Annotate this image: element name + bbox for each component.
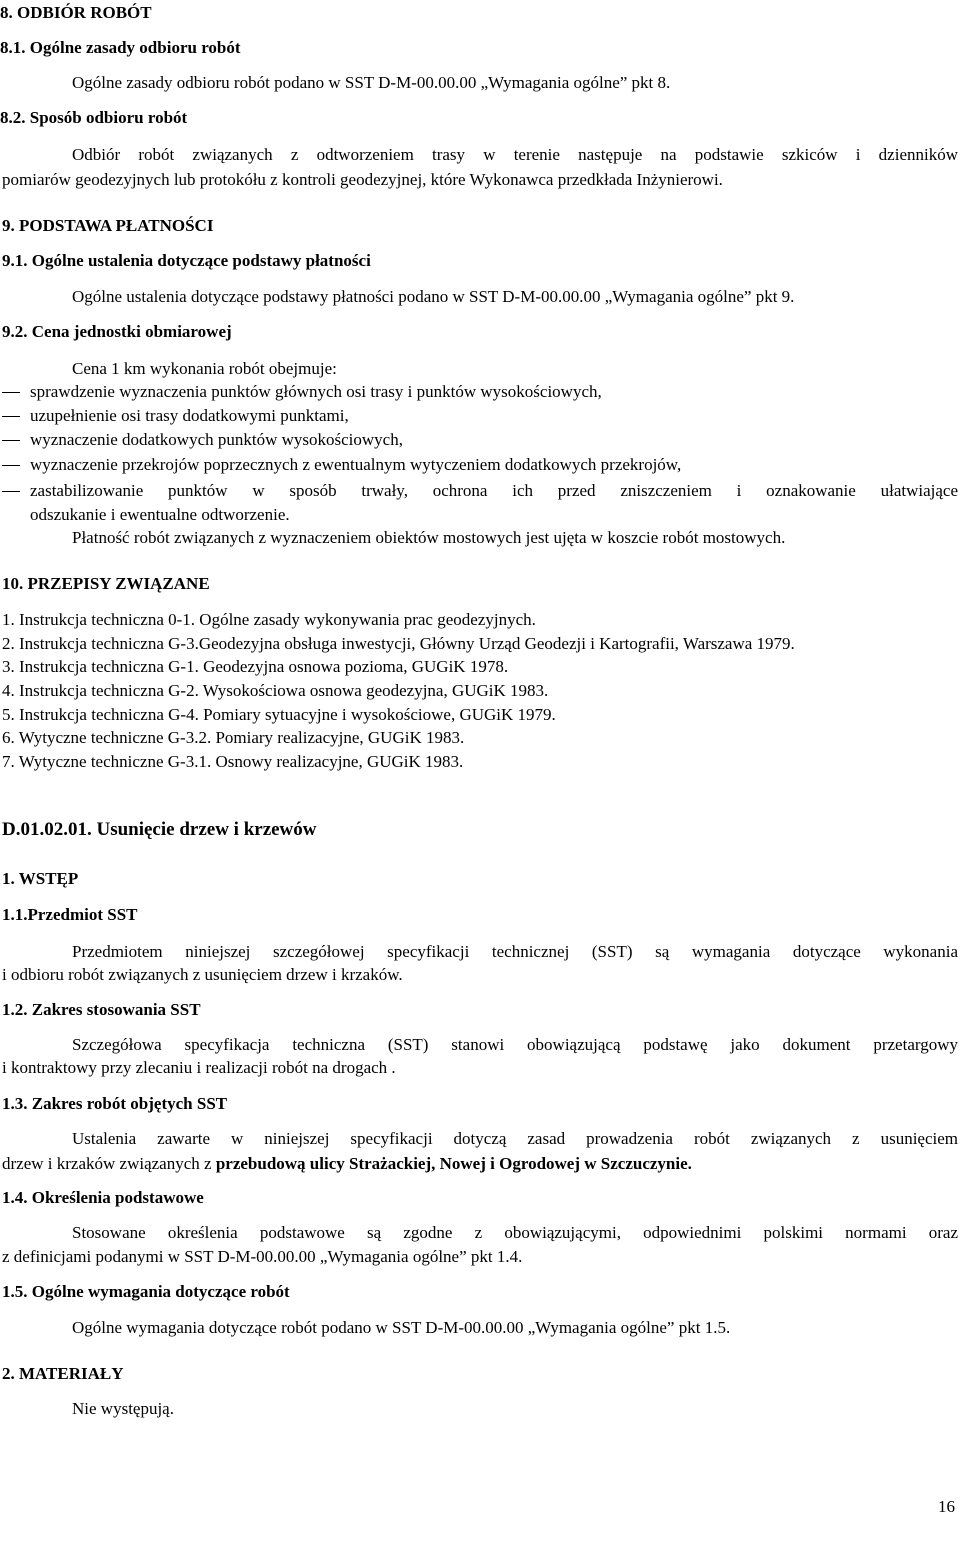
list-item-continuation: odszukanie i ewentualne odtworzenie. xyxy=(30,505,290,524)
section-1-1-line-2: i odbioru robót związanych z usunięciem drzew i krzaków. xyxy=(2,965,403,984)
page-number: 16 xyxy=(938,1497,955,1516)
reference-item: 3. Instrukcja techniczna G-1. Geodezyjna osnowa pozioma, GUGiK 1978. xyxy=(2,657,509,676)
document-title: D.01.02.01. Usunięcie drzew i krzewów xyxy=(2,819,317,840)
section-9-1-text: Ogólne ustalenia dotyczące podstawy płatności podano w SST D-M-00.00.00 „Wymagania ogólne” pkt 9. xyxy=(72,287,795,306)
section-1-2-heading: 1.2. Zakres stosowania SST xyxy=(2,1000,201,1019)
section-2-heading: 2. MATERIAŁY xyxy=(2,1364,124,1383)
reference-item: 7. Wytyczne techniczne G-3.1. Osnowy realizacyjne, GUGiK 1983. xyxy=(2,752,464,771)
list-item: wyznaczenie dodatkowych punktów wysokościowych, xyxy=(30,430,403,449)
section-1-2-line-2: i kontraktowy przy zlecaniu i realizacji robót na drogach . xyxy=(2,1058,396,1077)
payment-note: Płatność robót związanych z wyznaczeniem obiektów mostowych jest ujęta w koszcie robót mostowych. xyxy=(72,528,786,547)
reference-item: 5. Instrukcja techniczna G-4. Pomiary sytuacyjne i wysokościowe, GUGiK 1979. xyxy=(2,705,556,724)
section-9-1-heading: 9.1. Ogólne ustalenia dotyczące podstawy płatności xyxy=(2,251,371,270)
list-item: sprawdzenie wyznaczenia punktów głównych osi trasy i punktów wysokościowych, xyxy=(30,382,602,401)
section-9-2-heading: 9.2. Cena jednostki obmiarowej xyxy=(2,322,232,341)
section-1-5-text: Ogólne wymagania dotyczące robót podano w SST D-M-00.00.00 „Wymagania ogólne” pkt 1.5. xyxy=(72,1318,731,1337)
list-item: wyznaczenie przekrojów poprzecznych z ewentualnym wytyczeniem dodatkowych przekrojów, xyxy=(30,455,682,474)
section-9-2-intro: Cena 1 km wykonania robót obejmuje: xyxy=(72,359,337,378)
section-1-heading: 1. WSTĘP xyxy=(2,869,79,888)
list-dash xyxy=(2,392,20,393)
section-1-3-heading: 1.3. Zakres robót objętych SST xyxy=(2,1094,228,1113)
section-10-heading: 10. PRZEPISY ZWIĄZANE xyxy=(2,574,210,593)
list-dash xyxy=(2,491,20,492)
section-1-4-heading: 1.4. Określenia podstawowe xyxy=(2,1188,204,1207)
section-2-text: Nie występują. xyxy=(72,1399,174,1418)
section-1-1-line-1: Przedmiotem niniejszej szczegółowej specyfikacji technicznej (SST) są wymagania dotyczące wykonania xyxy=(72,942,958,961)
section-8-2-line-1: Odbiór robót związanych z odtworzeniem trasy w terenie następuje na podstawie szkiców i dzienników xyxy=(72,145,958,164)
section-1-4-line-2: z definicjami podanymi w SST D-M-00.00.00 „Wymagania ogólne” pkt 1.4. xyxy=(2,1247,523,1266)
project-name: przebudową ulicy Strażackiej, Nowej i Ogrodowej w Szczuczynie. xyxy=(215,1154,692,1173)
section-1-4-line-1: Stosowane określenia podstawowe są zgodne z obowiązującymi, odpowiednimi polskimi normami oraz xyxy=(72,1223,958,1242)
reference-item: 6. Wytyczne techniczne G-3.2. Pomiary realizacyjne, GUGiK 1983. xyxy=(2,728,465,747)
section-8-2-heading: 8.2. Sposób odbioru robót xyxy=(0,108,188,127)
section-8-2-line-2: pomiarów geodezyjnych lub protokółu z kontroli geodezyjnej, które Wykonawca przedkłada Inżynierowi. xyxy=(2,170,723,189)
section-1-5-heading: 1.5. Ogólne wymagania dotyczące robót xyxy=(2,1282,290,1301)
section-8-1-text: Ogólne zasady odbioru robót podano w SST D-M-00.00.00 „Wymagania ogólne” pkt 8. xyxy=(72,73,671,92)
section-8-heading: 8. ODBIÓR ROBÓT xyxy=(0,3,152,22)
section-1-3-line-1: Ustalenia zawarte w niniejszej specyfikacji dotyczą zasad prowadzenia robót związanych z usunięciem xyxy=(72,1129,958,1148)
section-1-3-line-2-text: drzew i krzaków związanych z xyxy=(2,1154,216,1173)
section-1-1-heading: 1.1.Przedmiot SST xyxy=(2,905,138,924)
section-9-heading: 9. PODSTAWA PŁATNOŚCI xyxy=(2,216,214,235)
section-1-3-line-2 xyxy=(2,1154,692,1174)
list-dash xyxy=(2,440,20,441)
list-item: zastabilizowanie punktów w sposób trwały, ochrona ich przed zniszczeniem i oznakowanie ułatwiające xyxy=(30,481,958,500)
reference-item: 2. Instrukcja techniczna G-3.Geodezyjna obsługa inwestycji, Główny Urząd Geodezji i Kartografii, Warszawa 1979. xyxy=(2,634,795,653)
section-8-1-heading: 8.1. Ogólne zasady odbioru robót xyxy=(0,38,241,57)
list-item: uzupełnienie osi trasy dodatkowymi punktami, xyxy=(30,406,349,425)
reference-item: 4. Instrukcja techniczna G-2. Wysokościowa osnowa geodezyjna, GUGiK 1983. xyxy=(2,681,549,700)
list-dash xyxy=(2,416,20,417)
section-1-2-line-1: Szczegółowa specyfikacja techniczna (SST) stanowi obowiązującą podstawę jako dokument przetargowy xyxy=(72,1035,958,1054)
list-dash xyxy=(2,465,20,466)
reference-item: 1. Instrukcja techniczna 0-1. Ogólne zasady wykonywania prac geodezyjnych. xyxy=(2,610,536,629)
